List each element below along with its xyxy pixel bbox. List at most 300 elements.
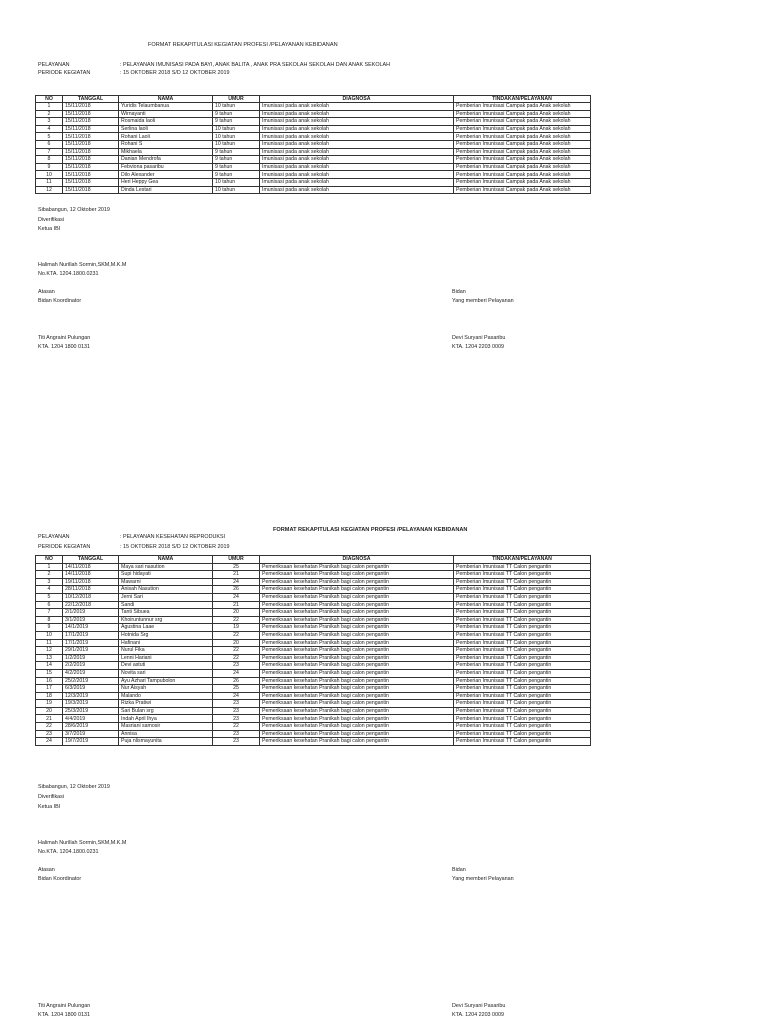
cell-tindakan: Pemberian Imunisasi Campak pada Anak sekolah (454, 163, 591, 171)
cell-tindakan: Pemberian Imunisasi TT Calon pengantin (454, 707, 591, 715)
table-row (36, 685, 591, 693)
table-row (36, 677, 591, 685)
cell-nama: Hafinani (119, 639, 213, 647)
cell-diagnosa: Imunisasi pada anak sekolah (260, 156, 454, 164)
cell-umur: 10 tahun (213, 125, 260, 133)
table-row (36, 609, 591, 617)
cell-no: 7 (36, 148, 63, 156)
table-row (36, 730, 591, 738)
cell-no: 11 (36, 639, 63, 647)
cell-no: 6 (36, 141, 63, 149)
cell-tanggal: 19/3/2019 (63, 700, 119, 708)
section2-atasan-kta: KTA. 1204 1800 0131 (38, 1012, 91, 1018)
cell-diagnosa: Pemeriksaan kesehatan Pranikah bagi calon pengantin (260, 685, 454, 693)
table-row (36, 654, 591, 662)
table-row (36, 171, 591, 179)
cell-diagnosa: Pemeriksaan kesehatan Pranikah bagi calon pengantin (260, 738, 454, 746)
cell-umur: 23 (213, 707, 260, 715)
cell-diagnosa: Imunisasi pada anak sekolah (260, 163, 454, 171)
cell-tanggal: 1/2/2019 (63, 654, 119, 662)
table-row (36, 179, 591, 187)
cell-umur: 10 tahun (213, 179, 260, 187)
header-no: NO (36, 556, 63, 564)
table-row (36, 662, 591, 670)
cell-tanggal: 28/6/2019 (63, 723, 119, 731)
cell-nama: Nur Aisyah (119, 685, 213, 693)
cell-umur: 23 (213, 662, 260, 670)
section2-place-date: Sibabangun, 12 Oktober 2019 (38, 784, 110, 790)
cell-diagnosa: Pemeriksaan kesehatan Pranikah bagi calon pengantin (260, 563, 454, 571)
cell-tanggal: 15/11/2018 (63, 156, 119, 164)
cell-tanggal: 14/11/2018 (63, 563, 119, 571)
cell-tanggal: 15/11/2018 (63, 148, 119, 156)
cell-tindakan: Pemberian Imunisasi TT Calon pengantin (454, 700, 591, 708)
cell-tindakan: Pemberian Imunisasi TT Calon pengantin (454, 647, 591, 655)
cell-umur: 24 (213, 669, 260, 677)
table-row (36, 586, 591, 594)
header-tanggal: TANGGAL (63, 556, 119, 564)
cell-nama: Jerni Sari (119, 593, 213, 601)
cell-tindakan: Pemberian Imunisasi TT Calon pengantin (454, 616, 591, 624)
cell-nama: Tanti Sibuea (119, 609, 213, 617)
cell-tindakan: Pemberian Imunisasi TT Calon pengantin (454, 662, 591, 670)
cell-diagnosa: Imunisasi pada anak sekolah (260, 118, 454, 126)
section1-atasan-role: Bidan Koordinator (38, 298, 82, 304)
table-row (36, 601, 591, 609)
section1-periode-value: : 15 OKTOBER 2018 S/D 12 OKTOBER 2019 (120, 70, 230, 76)
cell-tindakan: Pemberian Imunisasi TT Calon pengantin (454, 571, 591, 579)
header-diagnosa: DIAGNOSA (260, 95, 454, 103)
cell-no: 1 (36, 563, 63, 571)
cell-tindakan: Pemberian Imunisasi Campak pada Anak sekolah (454, 118, 591, 126)
section1-periode-label: PERIODE KEGIATAN (38, 70, 91, 76)
cell-diagnosa: Pemeriksaan kesehatan Pranikah bagi calon pengantin (260, 624, 454, 632)
cell-nama: Sandi (119, 601, 213, 609)
cell-nama: Maya sari nasution (119, 563, 213, 571)
cell-nama: Sari Bulan srg (119, 707, 213, 715)
section2-periode-value: : 15 OKTOBER 2018 S/D 12 OKTOBER 2019 (120, 544, 230, 550)
cell-tanggal: 25/3/2019 (63, 707, 119, 715)
cell-tanggal: 19/7/2019 (63, 738, 119, 746)
cell-no: 18 (36, 692, 63, 700)
cell-tindakan: Pemberian Imunisasi TT Calon pengantin (454, 730, 591, 738)
header-umur: UMUR (213, 556, 260, 564)
cell-no: 8 (36, 616, 63, 624)
cell-tanggal: 15/11/2018 (63, 110, 119, 118)
cell-tanggal: 14/11/2018 (63, 571, 119, 579)
cell-diagnosa: Pemeriksaan kesehatan Pranikah bagi calon pengantin (260, 571, 454, 579)
section2-atasan-role: Bidan Koordinator (38, 876, 82, 882)
table-row (36, 125, 591, 133)
cell-no: 12 (36, 647, 63, 655)
cell-tanggal: 15/11/2018 (63, 103, 119, 111)
cell-tanggal: 29/1/2019 (63, 647, 119, 655)
cell-diagnosa: Pemeriksaan kesehatan Pranikah bagi calon pengantin (260, 586, 454, 594)
cell-umur: 22 (213, 723, 260, 731)
table-row (36, 715, 591, 723)
section2-table-body (36, 563, 591, 745)
cell-no: 3 (36, 118, 63, 126)
cell-diagnosa: Pemeriksaan kesehatan Pranikah bagi calon pengantin (260, 669, 454, 677)
cell-tindakan: Pemberian Imunisasi TT Calon pengantin (454, 639, 591, 647)
table-row (36, 110, 591, 118)
cell-umur: 25 (213, 685, 260, 693)
cell-no: 10 (36, 631, 63, 639)
cell-no: 2 (36, 571, 63, 579)
cell-diagnosa: Pemeriksaan kesehatan Pranikah bagi calon pengantin (260, 647, 454, 655)
cell-no: 21 (36, 715, 63, 723)
cell-tanggal: 12/3/2019 (63, 692, 119, 700)
cell-diagnosa: Imunisasi pada anak sekolah (260, 125, 454, 133)
cell-no: 4 (36, 125, 63, 133)
cell-tindakan: Pemberian Imunisasi Campak pada Anak sekolah (454, 103, 591, 111)
table-row (36, 616, 591, 624)
cell-nama: Rohani Laoli (119, 133, 213, 141)
cell-diagnosa: Pemeriksaan kesehatan Pranikah bagi calon pengantin (260, 677, 454, 685)
cell-no: 9 (36, 624, 63, 632)
cell-nama: Lenni Hariani (119, 654, 213, 662)
cell-umur: 20 (213, 609, 260, 617)
cell-tanggal: 10/12/2018 (63, 593, 119, 601)
section1-verified: Diverifikasi (38, 217, 65, 223)
cell-tindakan: Pemberian Imunisasi Campak pada Anak sekolah (454, 141, 591, 149)
cell-no: 9 (36, 163, 63, 171)
section1-ketua: Ketua IBI (38, 226, 61, 232)
cell-no: 5 (36, 593, 63, 601)
table-row (36, 639, 591, 647)
cell-diagnosa: Pemeriksaan kesehatan Pranikah bagi calon pengantin (260, 700, 454, 708)
cell-umur: 26 (213, 586, 260, 594)
section1-atasan-name: Titi Angraini Pulungan (38, 335, 91, 341)
cell-diagnosa: Imunisasi pada anak sekolah (260, 141, 454, 149)
cell-tindakan: Pemberian Imunisasi TT Calon pengantin (454, 654, 591, 662)
cell-diagnosa: Pemeriksaan kesehatan Pranikah bagi calon pengantin (260, 609, 454, 617)
cell-tanggal: 15/11/2018 (63, 171, 119, 179)
header-nama: NAMA (119, 556, 213, 564)
table-row (36, 631, 591, 639)
cell-diagnosa: Pemeriksaan kesehatan Pranikah bagi calon pengantin (260, 662, 454, 670)
cell-no: 1 (36, 103, 63, 111)
cell-nama: Khoiruntunnur srg (119, 616, 213, 624)
cell-umur: 22 (213, 654, 260, 662)
table-row (36, 578, 591, 586)
cell-umur: 24 (213, 578, 260, 586)
section1-pelayanan-label: PELAYANAN (38, 62, 70, 68)
section1-title: FORMAT REKAPITULASI KEGIATAN PROFESI /PELAYANAN KEBIDANAN (148, 42, 338, 48)
cell-tindakan: Pemberian Imunisasi Campak pada Anak sekolah (454, 133, 591, 141)
cell-umur: 20 (213, 639, 260, 647)
cell-tindakan: Pemberian Imunisasi TT Calon pengantin (454, 586, 591, 594)
cell-no: 2 (36, 110, 63, 118)
cell-nama: Mikhaela (119, 148, 213, 156)
cell-umur: 23 (213, 700, 260, 708)
section2-ketua-name: Halimah Nurillah Sormin,SKM,M.K.M (38, 840, 127, 846)
cell-tanggal: 15/11/2018 (63, 186, 119, 194)
cell-diagnosa: Pemeriksaan kesehatan Pranikah bagi calon pengantin (260, 601, 454, 609)
cell-tanggal: 19/11/2018 (63, 578, 119, 586)
cell-umur: 24 (213, 692, 260, 700)
cell-nama: Rizka Pratiwi (119, 700, 213, 708)
cell-diagnosa: Pemeriksaan kesehatan Pranikah bagi calon pengantin (260, 616, 454, 624)
cell-umur: 9 tahun (213, 156, 260, 164)
cell-tindakan: Pemberian Imunisasi TT Calon pengantin (454, 677, 591, 685)
cell-tindakan: Pemberian Imunisasi TT Calon pengantin (454, 593, 591, 601)
cell-umur: 9 tahun (213, 110, 260, 118)
cell-nama: Dinda Lestari (119, 186, 213, 194)
section1-bidan: Bidan (452, 289, 466, 295)
cell-umur: 22 (213, 631, 260, 639)
cell-nama: Yuridis Telaumbanua (119, 103, 213, 111)
table-row (36, 141, 591, 149)
cell-nama: Nurul Fika (119, 647, 213, 655)
cell-no: 10 (36, 171, 63, 179)
section2-pelayanan-value: : PELAYANAN KESEHATAN REPRODUKSI (120, 534, 226, 540)
cell-nama: Puja nlismayunita (119, 738, 213, 746)
cell-no: 22 (36, 723, 63, 731)
cell-tindakan: Pemberian Imunisasi TT Calon pengantin (454, 601, 591, 609)
cell-tindakan: Pemberian Imunisasi TT Calon pengantin (454, 669, 591, 677)
cell-tindakan: Pemberian Imunisasi TT Calon pengantin (454, 578, 591, 586)
table-row (36, 707, 591, 715)
header-tindakan: TINDAKAN/PELAYANAN (454, 95, 591, 103)
header-tindakan: TINDAKAN/PELAYANAN (454, 556, 591, 564)
cell-diagnosa: Pemeriksaan kesehatan Pranikah bagi calon pengantin (260, 723, 454, 731)
section1-atasan-kta: KTA. 1204 1800 0131 (38, 344, 91, 350)
cell-tanggal: 17/1/2019 (63, 631, 119, 639)
cell-nama: Dilo Alexander (119, 171, 213, 179)
table-row (36, 571, 591, 579)
cell-no: 15 (36, 669, 63, 677)
cell-nama: Indah April Ihya (119, 715, 213, 723)
cell-nama: Devi astuti (119, 662, 213, 670)
cell-umur: 22 (213, 616, 260, 624)
table-row (36, 723, 591, 731)
section2-ketua: Ketua IBI (38, 804, 61, 810)
table-row (36, 692, 591, 700)
cell-tindakan: Pemberian Imunisasi Campak pada Anak sekolah (454, 179, 591, 187)
cell-tindakan: Pemberian Imunisasi TT Calon pengantin (454, 563, 591, 571)
cell-no: 12 (36, 186, 63, 194)
cell-diagnosa: Imunisasi pada anak sekolah (260, 186, 454, 194)
table-row (36, 669, 591, 677)
cell-no: 3 (36, 578, 63, 586)
header-no: NO (36, 95, 63, 103)
cell-umur: 21 (213, 571, 260, 579)
table-header-row (36, 95, 591, 103)
cell-diagnosa: Imunisasi pada anak sekolah (260, 103, 454, 111)
cell-nama: Hotnida Srg (119, 631, 213, 639)
table-row (36, 156, 591, 164)
cell-no: 23 (36, 730, 63, 738)
section2-bidan-name: Devi Suryani Pasaribu (452, 1003, 506, 1009)
cell-nama: Masriani samosir (119, 723, 213, 731)
cell-nama: Serlina laoli (119, 125, 213, 133)
cell-tindakan: Pemberian Imunisasi TT Calon pengantin (454, 609, 591, 617)
cell-tanggal: 15/11/2018 (63, 179, 119, 187)
section2-ketua-kta: No.KTA. 1204.1800.0231 (38, 849, 99, 855)
table-row (36, 738, 591, 746)
cell-tanggal: 15/11/2018 (63, 125, 119, 133)
cell-tindakan: Pemberian Imunisasi TT Calon pengantin (454, 715, 591, 723)
cell-tindakan: Pemberian Imunisasi Campak pada Anak sekolah (454, 186, 591, 194)
cell-no: 24 (36, 738, 63, 746)
cell-no: 20 (36, 707, 63, 715)
section1-place-date: Sibabangun, 12 Oktober 2019 (38, 207, 110, 213)
cell-diagnosa: Imunisasi pada anak sekolah (260, 171, 454, 179)
cell-tindakan: Pemberian Imunisasi TT Calon pengantin (454, 685, 591, 693)
cell-diagnosa: Pemeriksaan kesehatan Pranikah bagi calon pengantin (260, 707, 454, 715)
cell-umur: 10 tahun (213, 133, 260, 141)
cell-umur: 21 (213, 601, 260, 609)
cell-tindakan: Pemberian Imunisasi TT Calon pengantin (454, 738, 591, 746)
cell-tanggal: 2/1/2019 (63, 609, 119, 617)
section1-pelayanan-value: : PELAYANAN IMUNISASI PADA BAYI, ANAK BALITA , ANAK PRA SEKOLAH SEKOLAH DAN ANAK SEKOLAH (120, 62, 391, 68)
cell-umur: 23 (213, 738, 260, 746)
section1-bidan-role: Yang memberi Pelayanan (452, 298, 514, 304)
table-row (36, 647, 591, 655)
header-diagnosa: DIAGNOSA (260, 556, 454, 564)
cell-tanggal: 25/2/2019 (63, 677, 119, 685)
section1-atasan: Atasan (38, 289, 55, 295)
cell-no: 16 (36, 677, 63, 685)
cell-tanggal: 17/1/2019 (63, 639, 119, 647)
cell-diagnosa: Pemeriksaan kesehatan Pranikah bagi calon pengantin (260, 593, 454, 601)
cell-tindakan: Pemberian Imunisasi TT Calon pengantin (454, 692, 591, 700)
table-row (36, 624, 591, 632)
cell-no: 14 (36, 662, 63, 670)
cell-umur: 23 (213, 715, 260, 723)
table-row (36, 593, 591, 601)
cell-no: 7 (36, 609, 63, 617)
cell-tanggal: 22/12/2018 (63, 601, 119, 609)
cell-diagnosa: Pemeriksaan kesehatan Pranikah bagi calon pengantin (260, 578, 454, 586)
cell-tindakan: Pemberian Imunisasi TT Calon pengantin (454, 624, 591, 632)
section2-title: FORMAT REKAPITULASI KEGIATAN PROFESI /PELAYANAN KEBIDANAN (273, 527, 468, 533)
cell-diagnosa: Pemeriksaan kesehatan Pranikah bagi calon pengantin (260, 692, 454, 700)
table-row (36, 118, 591, 126)
cell-nama: Supi hidayati (119, 571, 213, 579)
section2-bidan: Bidan (452, 867, 466, 873)
table-row (36, 103, 591, 111)
cell-tanggal: 14/1/2019 (63, 624, 119, 632)
table-row (36, 148, 591, 156)
cell-no: 8 (36, 156, 63, 164)
cell-umur: 10 tahun (213, 103, 260, 111)
cell-umur: 10 tahun (213, 186, 260, 194)
cell-tanggal: 3/1/2019 (63, 616, 119, 624)
cell-diagnosa: Imunisasi pada anak sekolah (260, 110, 454, 118)
cell-tindakan: Pemberian Imunisasi TT Calon pengantin (454, 631, 591, 639)
cell-tanggal: 28/11/2018 (63, 586, 119, 594)
table-header-row (36, 556, 591, 564)
cell-tanggal: 15/11/2018 (63, 141, 119, 149)
cell-tanggal: 15/11/2018 (63, 133, 119, 141)
cell-nama: Agustina Laae (119, 624, 213, 632)
header-tanggal: TANGGAL (63, 95, 119, 103)
table-row (36, 186, 591, 194)
cell-nama: Rohani S (119, 141, 213, 149)
cell-tanggal: 2/2/2019 (63, 662, 119, 670)
cell-nama: Rosmaida laoli (119, 118, 213, 126)
cell-umur: 9 tahun (213, 118, 260, 126)
cell-umur: 24 (213, 593, 260, 601)
cell-umur: 9 tahun (213, 171, 260, 179)
cell-umur: 9 tahun (213, 148, 260, 156)
section1-table (35, 95, 591, 195)
cell-diagnosa: Imunisasi pada anak sekolah (260, 179, 454, 187)
cell-umur: 19 (213, 624, 260, 632)
section2-pelayanan-label: PELAYANAN (38, 534, 70, 540)
cell-no: 6 (36, 601, 63, 609)
cell-umur: 10 tahun (213, 141, 260, 149)
cell-diagnosa: Imunisasi pada anak sekolah (260, 148, 454, 156)
table-row (36, 700, 591, 708)
cell-nama: Annisa (119, 730, 213, 738)
cell-umur: 26 (213, 677, 260, 685)
cell-tindakan: Pemberian Imunisasi TT Calon pengantin (454, 723, 591, 731)
section2-periode-label: PERIODE KEGIATAN (38, 544, 91, 550)
cell-diagnosa: Imunisasi pada anak sekolah (260, 133, 454, 141)
cell-nama: Mawarni (119, 578, 213, 586)
cell-umur: 9 tahun (213, 163, 260, 171)
table-row (36, 563, 591, 571)
cell-diagnosa: Pemeriksaan kesehatan Pranikah bagi calon pengantin (260, 730, 454, 738)
section2-atasan-name: Titi Angraini Pulungan (38, 1003, 91, 1009)
cell-no: 4 (36, 586, 63, 594)
section2-bidan-kta: KTA. 1204 2203 0009 (452, 1012, 505, 1018)
section1-bidan-name: Devi Suryani Pasaribu (452, 335, 506, 341)
section1-table-body (36, 103, 591, 194)
cell-tindakan: Pemberian Imunisasi Campak pada Anak sekolah (454, 156, 591, 164)
cell-diagnosa: Pemeriksaan kesehatan Pranikah bagi calon pengantin (260, 631, 454, 639)
table-row (36, 133, 591, 141)
cell-nama: Ayu Azhari Tampubolon (119, 677, 213, 685)
cell-tindakan: Pemberian Imunisasi Campak pada Anak sekolah (454, 110, 591, 118)
cell-nama: Anisah Nasution (119, 586, 213, 594)
cell-no: 11 (36, 179, 63, 187)
cell-no: 5 (36, 133, 63, 141)
section2-verified: Diverifikasi (38, 794, 65, 800)
cell-no: 19 (36, 700, 63, 708)
header-nama: NAMA (119, 95, 213, 103)
cell-umur: 22 (213, 647, 260, 655)
cell-nama: Malando (119, 692, 213, 700)
section2-atasan: Atasan (38, 867, 55, 873)
cell-tanggal: 4/2/2019 (63, 669, 119, 677)
cell-nama: Novita sari (119, 669, 213, 677)
cell-tanggal: 3/7/2019 (63, 730, 119, 738)
header-umur: UMUR (213, 95, 260, 103)
cell-tanggal: 4/4/2019 (63, 715, 119, 723)
cell-nama: Febviona pasaribu (119, 163, 213, 171)
cell-diagnosa: Pemeriksaan kesehatan Pranikah bagi calon pengantin (260, 715, 454, 723)
cell-tanggal: 15/11/2018 (63, 118, 119, 126)
section1-bidan-kta: KTA. 1204 2203 0009 (452, 344, 505, 350)
section2-table (35, 555, 591, 746)
cell-umur: 25 (213, 563, 260, 571)
table-row (36, 163, 591, 171)
cell-no: 13 (36, 654, 63, 662)
section2-bidan-role: Yang memberi Pelayanan (452, 876, 514, 882)
cell-tindakan: Pemberian Imunisasi Campak pada Anak sekolah (454, 171, 591, 179)
section1-ketua-kta: No.KTA. 1204.1800.0231 (38, 271, 99, 277)
cell-tindakan: Pemberian Imunisasi Campak pada Anak sekolah (454, 125, 591, 133)
cell-diagnosa: Pemeriksaan kesehatan Pranikah bagi calon pengantin (260, 654, 454, 662)
cell-nama: Heri Heppy Gea (119, 179, 213, 187)
cell-umur: 23 (213, 730, 260, 738)
cell-nama: Danian Mendrofa (119, 156, 213, 164)
cell-diagnosa: Pemeriksaan kesehatan Pranikah bagi calon pengantin (260, 639, 454, 647)
